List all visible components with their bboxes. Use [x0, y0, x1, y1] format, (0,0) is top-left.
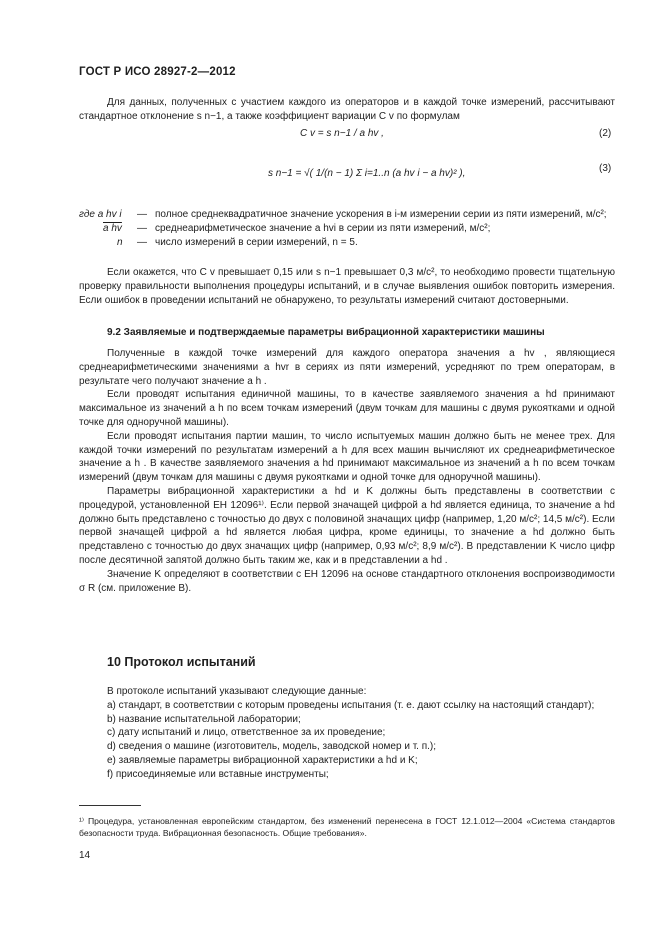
definition-row: [79, 222, 615, 236]
definition-term: [79, 208, 137, 222]
equation-3: s n−1 = √( 1/(n − 1) Σ i=1..n (a hv i − a hv)² ),: [268, 168, 466, 179]
section-10-title: 10 Протокол испытаний: [107, 655, 256, 669]
list-item: f) присоединяемые или вставные инструменты;: [107, 768, 329, 780]
definition-term: n: [117, 236, 123, 248]
section-10-lead: В протоколе испытаний указывают следующие данные:: [107, 686, 367, 697]
definition-text: полное среднеквадратичное значение ускорения в i-м измерении серии из пяти измерений, м/с²;: [155, 209, 607, 220]
cv-check-text: Если окажется, что C v превышает 0,15 или s n−1 превышает 0,3 м/с², то необходимо провести тщательную проверку правильности выполнения процедуры испытаний, и в случае выявления ошибок повторить измерения. Если ошибок в проведении испытаний не обнаружено, то результаты измерений считают достоверными.: [79, 267, 615, 306]
definition-dash: —: [137, 236, 147, 248]
section-10-body: [79, 685, 615, 782]
section-9-2-title: 9.2 Заявляемые и подтверждаемые параметры вибрационной характеристики машины: [107, 327, 545, 338]
definition-row: [79, 208, 615, 222]
section-9-2-p2: Если проводят испытания единичной машины, то в качестве заявляемого значения a hd принимают максимальное из значений a h по всем точкам измерений (двум точкам для машины с двумя рукоятками и одной точке для одноручной машины).: [79, 389, 615, 428]
page-number: 14: [79, 850, 91, 861]
definition-dash: —: [137, 222, 147, 234]
where-lead: где: [79, 209, 95, 220]
section-9-2-body: [79, 347, 615, 595]
list-item: c) дату испытаний и лицо, ответственное за их проведение;: [107, 727, 386, 739]
list-item: e) заявляемые параметры вибрационной характеристики a hd и K;: [107, 754, 418, 766]
definition-term: [79, 222, 137, 236]
definition-row: [79, 236, 615, 250]
term-ahvi: a hv i: [97, 209, 122, 220]
term-ahv: a hv: [103, 222, 122, 234]
intro-text: Для данных, полученных с участием каждого из операторов и в каждой точке измерений, рассчитывают стандартное отклонение s n−1, а также коэффициент вариации C v по формулам: [79, 97, 615, 122]
section-9-2-p1: Полученные в каждой точке измерений для каждого оператора значения a hv , являющиеся среднеарифметическими значениями a hvr в сериях из пяти измерений, усредняют по трем операторам, в результате чего получают значение a h .: [79, 348, 615, 387]
section-9-2-p4: Параметры вибрационной характеристики a hd и K должны быть представлены в соответствии с процедурой, установленной ЕН 12096¹⁾. Если первой значащей цифрой a hd является единица, то значение a hd должно быть представлено с точностью до двух с половиной значащих цифр (например, 1,20 м/с²; 14,5 м/с²). Если первой значащей цифрой a hd является любая цифра, кроме единицы, то значение a hd должно быть представлено с точностью до двух значащих цифр (например, 0,93 м/с²; 8,9 м/с²). В представлении K число цифр после десятичной запятой должно быть таким же, как и в представлении a hd .: [79, 485, 615, 566]
list-item: d) сведения о машине (изготовитель, модель, заводской номер и т. п.);: [107, 741, 437, 753]
variable-definitions: [79, 208, 615, 249]
definition-text: число измерений в серии измерений, n = 5.: [155, 236, 358, 248]
footnote: ¹⁾ Процедура, установленная европейским стандартом, без изменений перенесена в ГОСТ 12.1.012—2004 «Система стандартов безопасности труда. Вибрационная безопасность. Общие требования».: [79, 816, 615, 838]
footnote-divider: [79, 805, 141, 806]
definition-dash: —: [137, 209, 147, 220]
list-item: a) стандарт, в соответствии с которым проведены испытания (т. е. дают ссылку на настоящий стандарт);: [107, 699, 595, 711]
cv-check-paragraph: [79, 266, 615, 307]
document-header: ГОСТ Р ИСО 28927-2—2012: [79, 66, 236, 78]
list-item: b) название испытательной лаборатории;: [107, 713, 301, 725]
equation-3-number: (3): [599, 163, 612, 174]
section-9-2-p5: Значение K определяют в соответствии с ЕН 12096 на основе стандартного отклонения воспроизводимости σ R (см. приложение В).: [79, 568, 615, 594]
equation-2: C v = s n−1 / a hv ,: [300, 128, 384, 139]
definition-text: среднеарифметическое значение a hvi в серии из пяти измерений, м/с²;: [155, 222, 491, 234]
intro-paragraph: [79, 96, 615, 124]
section-9-2-p3: Если проводят испытания партии машин, то число испытуемых машин должно быть не менее трех. Для каждой точки измерений по результатам измерений a h для всех машин вычисляют их среднеарифметическое значение a h . В качестве заявляемого значения a hd принимают максимальное из значений a h по всем точкам измерений (двум точкам для машины с двумя рукоятками и одной точке для одноручной машины).: [79, 430, 615, 484]
equation-2-number: (2): [599, 128, 612, 139]
